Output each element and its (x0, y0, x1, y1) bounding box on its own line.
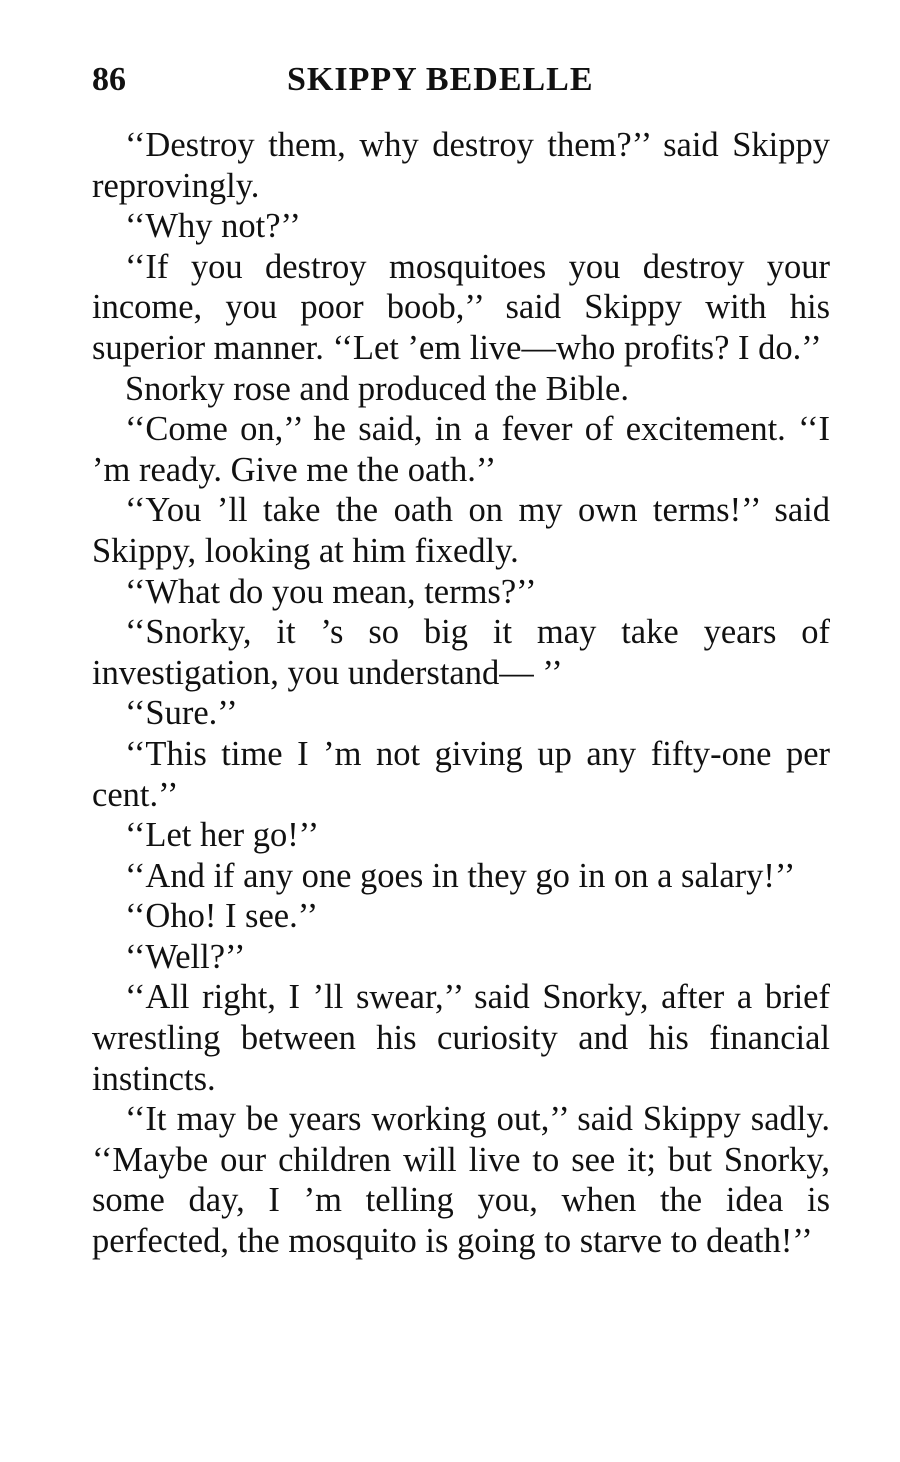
paragraph: ‘‘Well?’’ (125, 937, 246, 976)
running-title: SKIPPY BEDELLE (287, 61, 594, 98)
paragraph: ‘‘If you destroy mosquitoes you destroy your income, you poor boob,’’ said Skippy with his superior manner. ‘‘Let ’em live—who profits? I do.’’ (92, 247, 830, 367)
paragraph: ‘‘All right, I ’ll swear,’’ said Snorky, after a brief wrestling between his curiosity and his financial instincts. (92, 978, 830, 1098)
paragraph: ‘‘Snorky, it ’s so big it may take years of investigation, you understand— ’’ (92, 613, 830, 692)
paragraph: Snorky rose and produced the Bible. (125, 369, 629, 408)
paragraph: ‘‘It may be years working out,’’ said Skippy sadly. ‘‘Maybe our children will live to see it; but Snorky, some day, I ’m telling you, when the idea is perfected, the mosquito is going to starve to death!’’ (92, 1100, 830, 1261)
paragraph: ‘‘What do you mean, terms?’’ (125, 572, 537, 611)
paragraph: ‘‘Come on,’’ he said, in a fever of excitement. ‘‘I ’m ready. Give me the oath.’’ (92, 410, 830, 489)
paragraph: ‘‘This time I ’m not giving up any fifty-one per cent.’’ (92, 734, 830, 814)
paragraph: ‘‘Why not?’’ (125, 207, 301, 246)
page-header (92, 58, 830, 102)
body-text (92, 125, 830, 1262)
page-number: 86 (92, 61, 126, 98)
paragraph: ‘‘And if any one goes in they go in on a salary!’’ (125, 856, 796, 895)
paragraph: ‘‘Let her go!’’ (125, 816, 320, 855)
paragraph: ‘‘Destroy them, why destroy them?’’ said Skippy reprovingly. (92, 126, 830, 205)
paragraph: ‘‘Oho! I see.’’ (125, 897, 319, 936)
paragraph: ‘‘You ’ll take the oath on my own terms!’’ said Skippy, looking at him fixedly. (92, 491, 830, 570)
paragraph: ‘‘Sure.’’ (125, 694, 238, 733)
